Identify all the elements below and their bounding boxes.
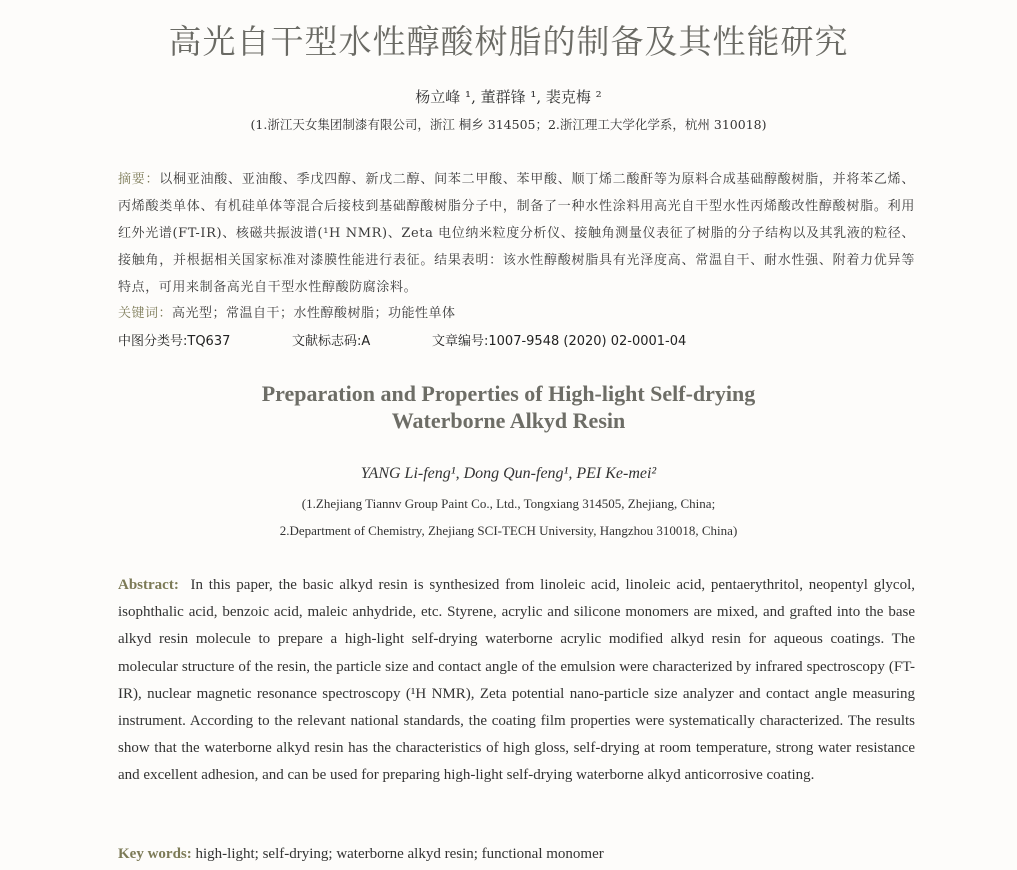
english-abstract [118,572,915,790]
english-title-line-2: Waterborne Alkyd Resin [391,408,626,433]
chinese-keywords-text: 高光型；常温自干；水性醇酸树脂；功能性单体 [172,306,456,321]
chinese-abstract [118,166,915,301]
english-keywords-text: high-light; self-drying; waterborne alkyd resin; functional monomer [195,846,604,862]
chinese-abstract-label: 摘要： [118,172,160,187]
chinese-keywords-label: 关键词： [118,306,173,321]
classification-line [118,330,915,349]
english-abstract-text: In this paper, the basic alkyd resin is synthesized from linoleic acid, linoleic acid, pentaerythritol, neopentyl glycol, isophthalic acid, benzoic acid, maleic anhydride, etc. Styrene, acrylic and silicone monomers are mixed, and grafted into the base alkyd resin molecule to prepare a high-light self-drying waterborne acrylic modified alkyd resin for aqueous coatings. The molecular structure of the resin, the particle size and contact angle of the emulsion were characterized by infrared spectroscopy (FT-IR), nuclear magnetic resonance spectroscopy (¹H NMR), Zeta potential nano-particle size analyzer and contact angle measuring instrument. According to the relevant national standards, the coating film properties were systematically characterized. The results show that the waterborne alkyd resin has the characteristics of high gloss, self-drying at room temperature, strong water resistance and excellent adhesion, and can be used for preparing high-light self-drying waterborne alkyd anticorrosive coating. [118,577,915,784]
english-title-line-1: Preparation and Properties of High-light Self-drying [261,381,756,406]
classification-number: 中图分类号:TQ637 [118,334,231,349]
english-affiliation-line-2: 2.Department of Chemistry, Zhejiang SCI-TECH University, Hangzhou 310018, China) [279,523,738,538]
english-abstract-label: Abstract: [118,577,179,593]
chinese-title: 高光自干型水性醇酸树脂的制备及其性能研究 [168,22,849,61]
chinese-keywords [118,302,915,321]
english-keywords [118,846,915,863]
chinese-authors: 杨立峰 ¹, 董群锋 ¹, 裴克梅 ² [415,88,602,106]
english-affiliation-line-1: (1.Zhejiang Tiannv Group Paint Co., Ltd., Tongxiang 314505, Zhejiang, China; [301,496,716,511]
chinese-abstract-text: 以桐亚油酸、亚油酸、季戊四醇、新戊二醇、间苯二甲酸、苯甲酸、顺丁烯二酸酐等为原料合成基础醇酸树脂，并将苯乙烯、丙烯酸类单体、有机硅单体等混合后接枝到基础醇酸树脂分子中，制备了一种水性涂料用高光自干型水性丙烯酸改性醇酸树脂。利用红外光谱(FT-IR)、核磁共振波谱(¹H NMR)、Zeta 电位纳米粒度分析仪、接触角测量仪表征了树脂的分子结构以及其乳液的粒径、接触角，并根据相关国家标准对漆膜性能进行表征。结果表明：该水性醇酸树脂具有光泽度高、常温自干、耐水性强、附着力优异等特点，可用来制备高光自干型水性醇酸防腐涂料。 [118,172,915,295]
chinese-affiliation: (1.浙江天女集团制漆有限公司，浙江 桐乡 314505；2.浙江理工大学化学系，杭州 310018) [250,117,767,132]
english-title [0,380,1017,434]
english-keywords-label: Key words: [118,846,192,862]
article-number: 文章编号:1007-9548 (2020) 02-0001-04 [432,334,687,349]
english-authors: YANG Li-feng¹, Dong Qun-feng¹, PEI Ke-mei² [360,465,657,482]
document-code: 文献标志码:A [292,334,371,349]
